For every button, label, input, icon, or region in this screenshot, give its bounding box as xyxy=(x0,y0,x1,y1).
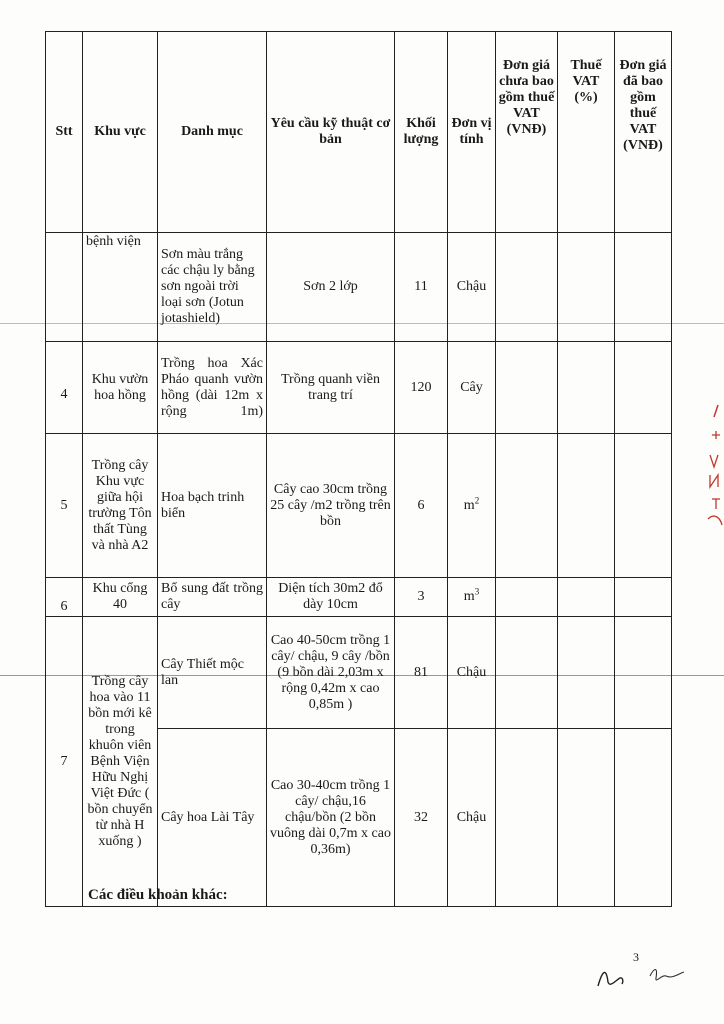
cell-thue xyxy=(558,729,615,907)
cell-thue xyxy=(558,342,615,434)
cell-thue xyxy=(558,617,615,729)
table-row xyxy=(46,233,672,342)
cell-thue xyxy=(558,434,615,578)
cell-don-gia-chua xyxy=(496,233,558,342)
cell-danh-muc: Bổ sung đất trồng cây xyxy=(158,578,267,617)
cell-khu-vuc: Trồng cây Khu vực giữa hội trường Tôn thất Tùng và nhà A2 xyxy=(83,434,158,578)
header-row xyxy=(46,32,672,233)
cell-stt xyxy=(46,233,83,342)
cell-don-vi xyxy=(448,434,496,578)
header-don-vi: Đơn vị tính xyxy=(448,32,496,233)
cell-don-gia-da xyxy=(615,342,672,434)
table-row xyxy=(46,342,672,434)
unit-text: m xyxy=(463,589,475,604)
cell-stt: 5 xyxy=(46,434,83,578)
cell-yeu-cau: Diện tích 30m2 đổ dày 10cm xyxy=(267,578,395,617)
cell-stt: 6 xyxy=(46,578,83,617)
cell-don-vi: Chậu xyxy=(448,729,496,907)
cell-khoi-luong: 32 xyxy=(395,729,448,907)
cell-thue xyxy=(558,233,615,342)
other-terms-heading: Các điều khoản khác: xyxy=(88,887,228,903)
cell-yeu-cau: Cao 30-40cm trồng 1 cây/ chậu,16 chậu/bồn (2 bồn vuông dài 0,7m x cao 0,36m) xyxy=(267,729,395,907)
cell-yeu-cau: Sơn 2 lớp xyxy=(267,233,395,342)
header-danh-muc: Danh mục xyxy=(158,32,267,233)
cell-khu-vuc: bệnh viện xyxy=(83,233,158,342)
unit-superscript: 2 xyxy=(474,494,480,505)
cell-khoi-luong: 11 xyxy=(395,233,448,342)
cell-danh-muc: Hoa bạch trinh biển xyxy=(158,434,267,578)
cell-don-gia-da xyxy=(615,233,672,342)
header-khu-vuc: Khu vực xyxy=(83,32,158,233)
cell-danh-muc: Trồng hoa Xác Pháo quanh vườn hồng (dài 12m x rộng 1m) xyxy=(158,342,267,434)
cell-don-gia-da xyxy=(615,729,672,907)
cell-danh-muc: Cây Thiết mộc lan xyxy=(158,617,267,729)
cell-yeu-cau: Trồng quanh viền trang trí xyxy=(267,342,395,434)
cell-khoi-luong: 81 xyxy=(395,617,448,729)
cell-don-gia-da xyxy=(615,617,672,729)
unit-text: m xyxy=(463,497,475,513)
cell-khoi-luong: 3 xyxy=(395,578,448,617)
cell-stt: 7 xyxy=(46,617,83,907)
cell-khu-vuc: Trồng cây hoa vào 11 bồn mới kê trong khuôn viên Bệnh Viện Hữu Nghị Việt Đức ( bồn chuyển từ nhà H xuống ) xyxy=(83,617,158,907)
cell-yeu-cau: Cao 40-50cm trồng 1 cây/ chậu, 9 cây /bồn (9 bồn dài 2,03m x rộng 0,42m x cao 0,85m ) xyxy=(267,617,395,729)
header-yeu-cau: Yêu cầu kỹ thuật cơ bản xyxy=(267,32,395,233)
stamp-fragment xyxy=(700,395,724,535)
unit-superscript: 3 xyxy=(474,586,480,597)
table-row xyxy=(46,434,672,578)
cell-don-gia-chua xyxy=(496,729,558,907)
cell-don-gia-da xyxy=(615,578,672,617)
header-stt: Stt xyxy=(46,32,83,233)
price-table xyxy=(45,31,672,907)
cell-thue xyxy=(558,578,615,617)
table-row xyxy=(46,578,672,617)
cell-khu-vuc: Khu vườn hoa hồng xyxy=(83,342,158,434)
cell-don-vi: Cây xyxy=(448,342,496,434)
cell-don-gia-chua xyxy=(496,342,558,434)
cell-don-vi xyxy=(448,578,496,617)
cell-danh-muc: Sơn màu trắng các chậu ly bằng sơn ngoài trời loại sơn (Jotun jotashield) xyxy=(158,233,267,342)
cell-don-vi: Chậu xyxy=(448,233,496,342)
header-don-gia-da: Đơn giá đã bao gồm thuế VAT (VNĐ) xyxy=(615,32,672,233)
signature-initials xyxy=(592,958,692,992)
cell-khoi-luong: 120 xyxy=(395,342,448,434)
header-don-gia-chua: Đơn giá chưa bao gồm thuế VAT (VNĐ) xyxy=(496,32,558,233)
cell-don-gia-chua xyxy=(496,578,558,617)
header-khoi-luong: Khối lượng xyxy=(395,32,448,233)
cell-danh-muc: Cây hoa Lài Tây xyxy=(158,729,267,907)
cell-yeu-cau: Cây cao 30cm trồng 25 cây /m2 trồng trên bồn xyxy=(267,434,395,578)
cell-don-gia-da xyxy=(615,434,672,578)
cell-khu-vuc: Khu cổng 40 xyxy=(83,578,158,617)
cell-khoi-luong: 6 xyxy=(395,434,448,578)
page-number: 3 xyxy=(633,950,639,964)
cell-don-gia-chua xyxy=(496,617,558,729)
cell-don-vi: Chậu xyxy=(448,617,496,729)
table-row xyxy=(46,617,672,729)
cell-don-gia-chua xyxy=(496,434,558,578)
cell-stt: 4 xyxy=(46,342,83,434)
header-thue: Thuế VAT (%) xyxy=(558,32,615,233)
